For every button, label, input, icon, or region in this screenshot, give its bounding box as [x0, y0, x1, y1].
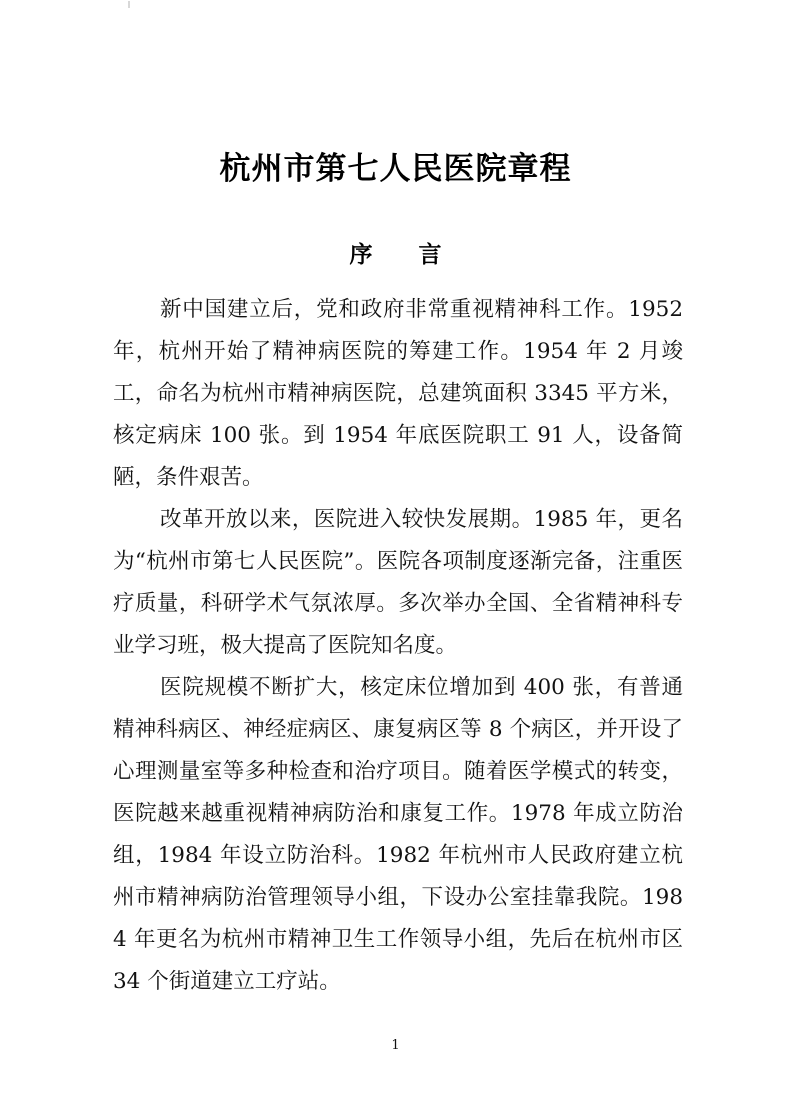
page-title: 杭州市第七人民医院章程 [219, 150, 572, 187]
document-body [113, 289, 683, 1003]
body-paragraph-2: 改革开放以来，医院进入较快发展期。1985 年，更名为“杭州市第七人民医院”。医院各项制度逐渐完备，注重医疗质量，科研学术气氛浓厚。多次举办全国、全省精神科专业学习班，极大提高了医院知名度。 [113, 507, 683, 658]
scan-artifact-speck [128, 1, 130, 8]
body-paragraph-1: 新中国建立后，党和政府非常重视精神科工作。1952 年，杭州开始了精神病医院的筹建工作。1954 年 2 月竣工，命名为杭州市精神病医院，总建筑面积 3345 平方米，核定病床 100 张。到 1954 年底医院职工 91 人，设备简陋，条件艰苦。 [113, 297, 683, 490]
body-paragraph-3: 医院规模不断扩大，核定床位增加到 400 张，有普通精神科病区、神经症病区、康复病区等 8 个病区，并开设了心理测量室等多种检查和治疗项目。随着医学模式的转变，医院越来越重视精神病防治和康复工作。1978 年成立防治组，1984 年设立防治科。1982 年杭州市人民政府建立杭州市精神病防治管理领导小组，下设办公室挂靠我院。1984 年更名为杭州市精神卫生工作领导小组，先后在杭州市区 34 个街道建立工疗站。 [113, 675, 683, 994]
page-number: 1 [391, 1038, 400, 1053]
section-heading-preface: 序 言 [349, 241, 442, 269]
